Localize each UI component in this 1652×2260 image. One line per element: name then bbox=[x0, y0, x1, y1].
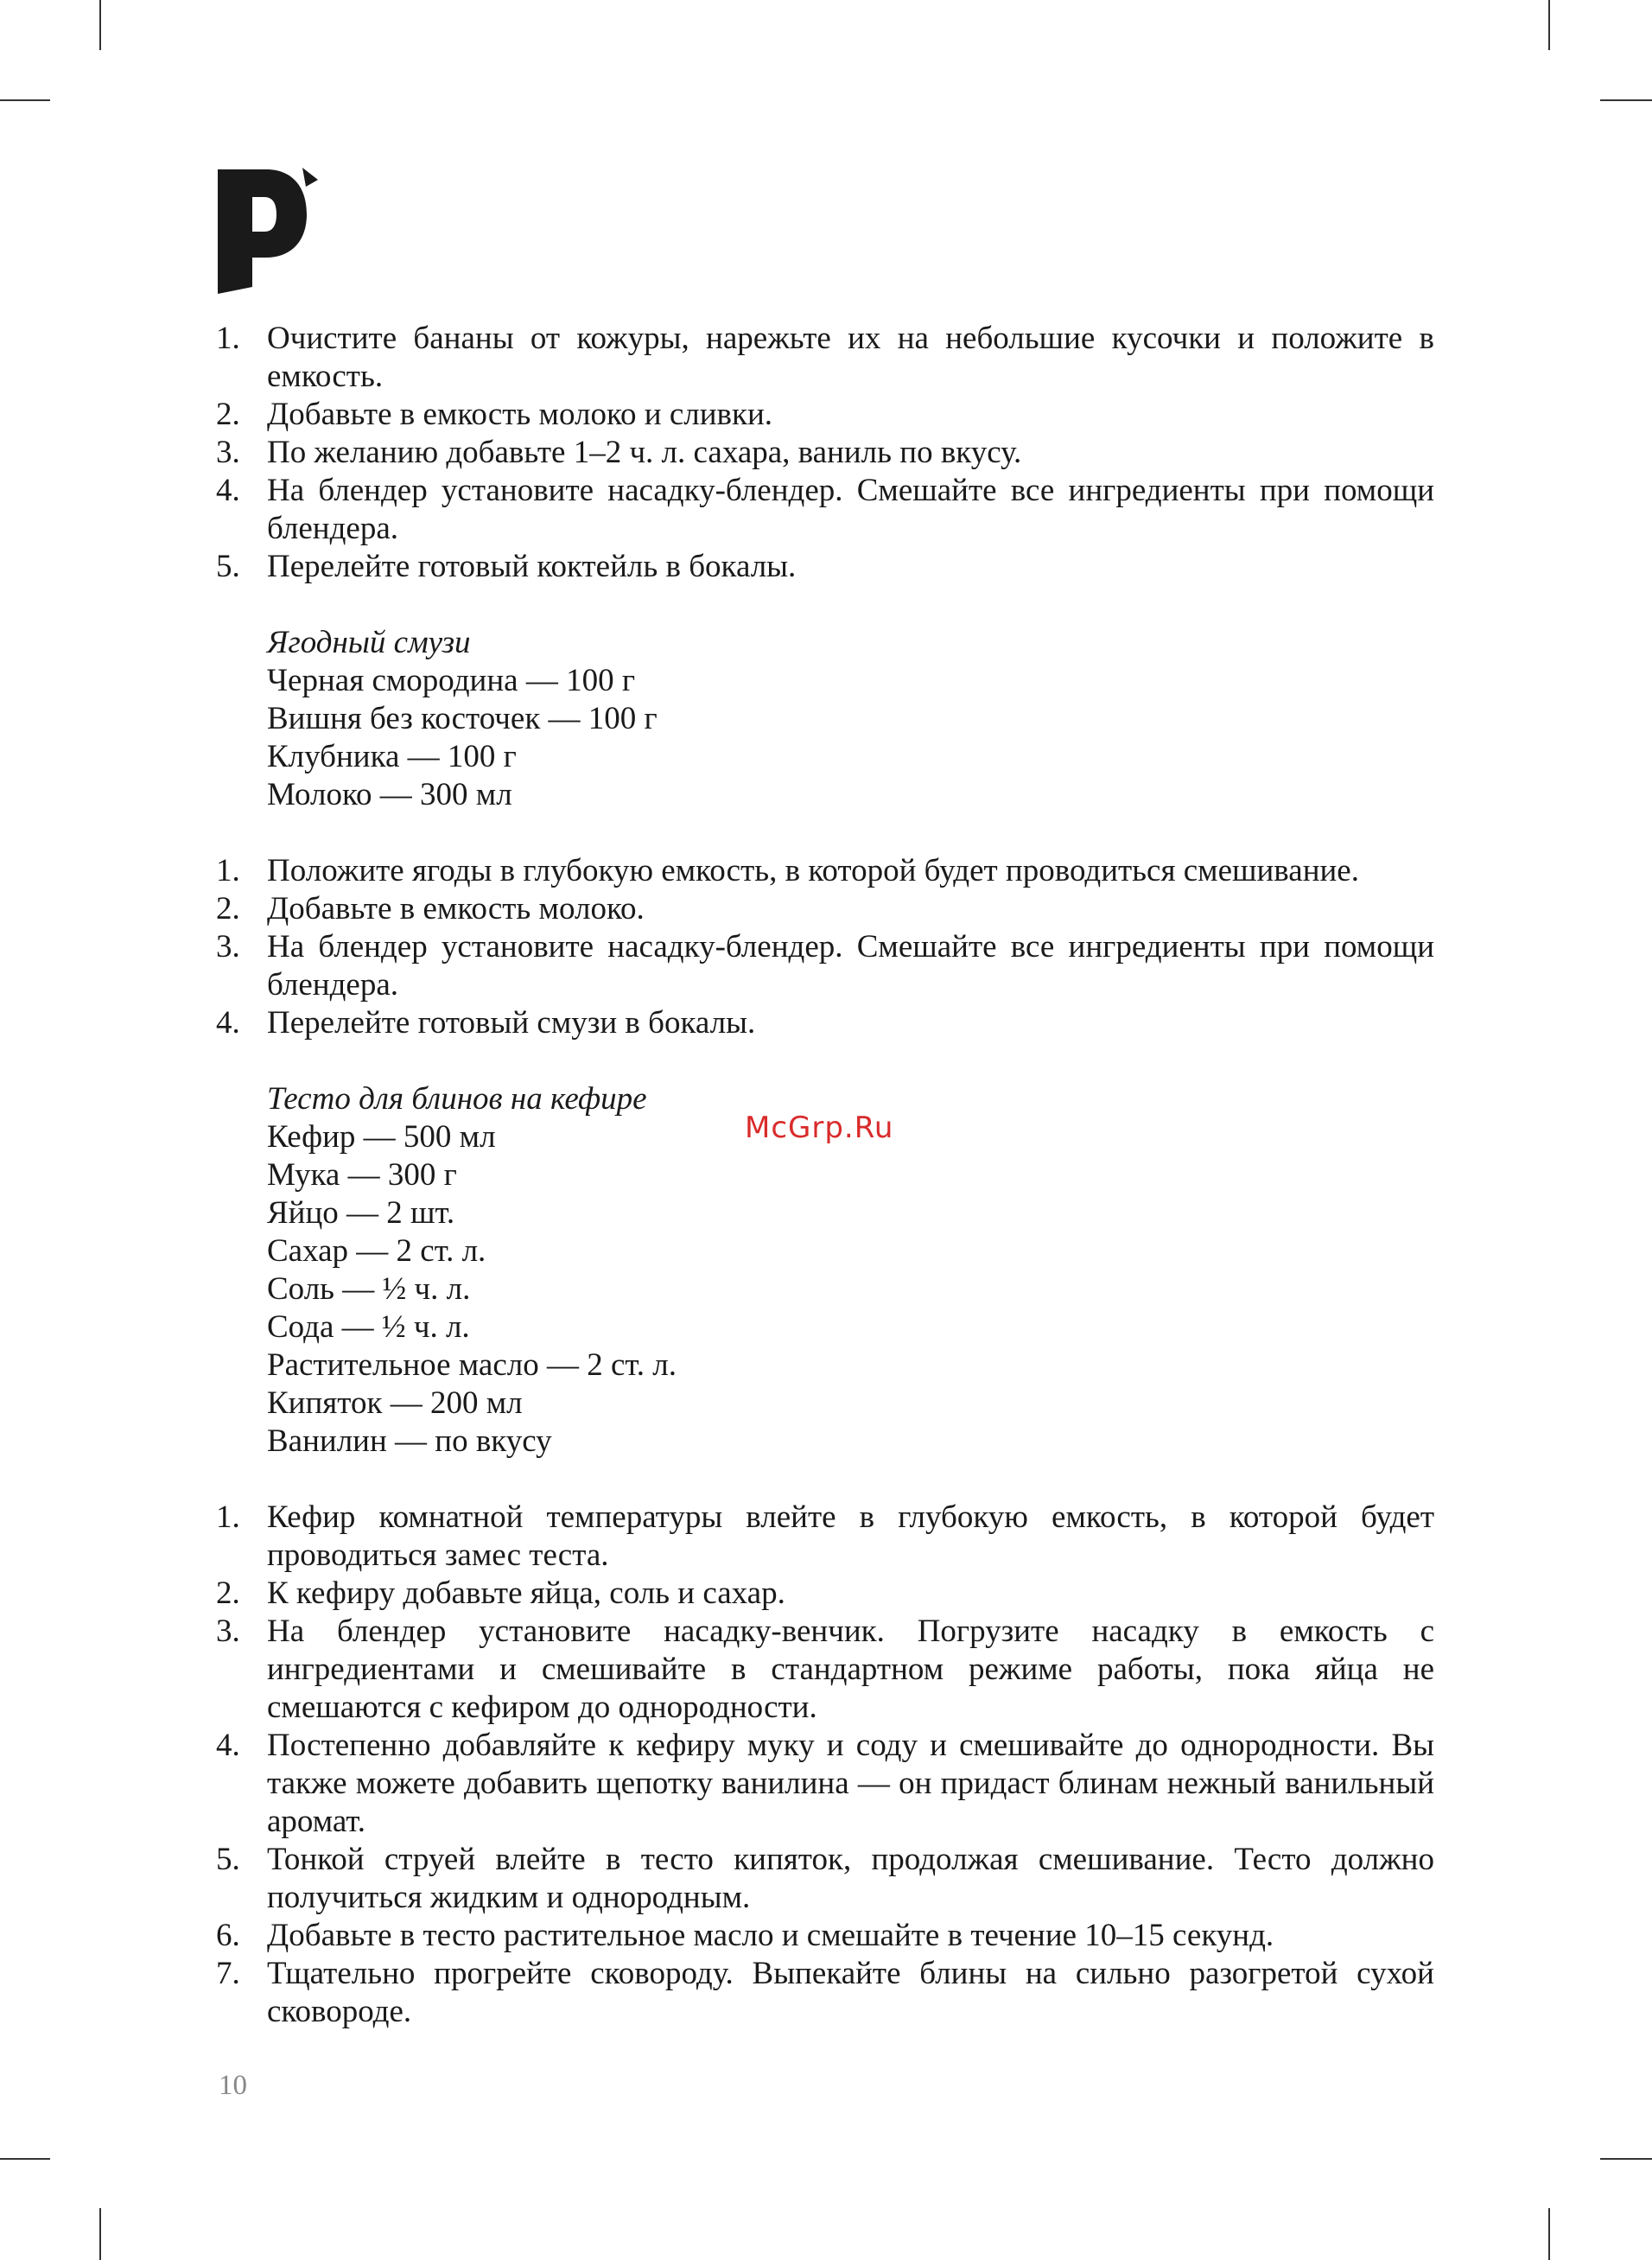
list-item: 1. Положите ягоды в глубокую емкость, в которой будет проводиться смешивание. bbox=[216, 853, 1359, 888]
ingredient: Яйцо — 2 шт. bbox=[267, 1195, 455, 1231]
list-item: 3. На блендер установите насадку-венчик. Погрузите насадку в емкость с ингредиентами и смешивайте в стандартном режиме работы, пока яйца не смешаются с кефиром до однородности. bbox=[216, 1614, 1434, 1725]
list-item: 2. К кефиру добавьте яйца, соль и сахар. bbox=[216, 1576, 785, 1611]
crop-mark bbox=[1600, 2158, 1652, 2160]
berry-smoothie-ingredients bbox=[267, 624, 1434, 814]
ingredient: Мука — 300 г bbox=[267, 1157, 457, 1193]
recipe-title: Ягодный смузи bbox=[267, 625, 471, 660]
ingredient: Сахар — 2 ст. л. bbox=[267, 1233, 486, 1269]
ingredient: Кефир — 500 мл bbox=[267, 1119, 496, 1155]
crop-mark bbox=[1548, 0, 1550, 50]
pancake-steps-list bbox=[216, 1499, 1434, 2031]
list-item: 3. По желанию добавьте 1–2 ч. л. сахара, ваниль по вкусу. bbox=[216, 435, 1022, 470]
list-item: 7. Тщательно прогрейте сковороду. Выпекайте блины на сильно разогретой сухой сковороде. bbox=[216, 1956, 1434, 2029]
list-item: 5. Тонкой струей влейте в тесто кипяток, продолжая смешивание. Тесто должно получиться жидким и однородным. bbox=[216, 1842, 1434, 1915]
ingredient: Соль — ½ ч. л. bbox=[267, 1271, 471, 1307]
list-item: 4. Перелейте готовый смузи в бокалы. bbox=[216, 1005, 756, 1041]
ingredient: Растительное масло — 2 ст. л. bbox=[267, 1347, 677, 1383]
list-item: 4. На блендер установите насадку-блендер. Смешайте все ингредиенты при помощи блендера. bbox=[216, 473, 1434, 546]
brand-logo bbox=[216, 164, 320, 294]
page-number: 10 bbox=[219, 2070, 247, 2101]
list-item: 1. Очистите бананы от кожуры, нарежьте их на небольшие кусочки и положите в емкость. bbox=[216, 321, 1434, 394]
list-item: 6. Добавьте в тесто растительное масло и смешайте в течение 10–15 секунд. bbox=[216, 1918, 1274, 1953]
berry-smoothie-steps-list bbox=[216, 852, 1434, 1042]
crop-mark bbox=[99, 0, 101, 50]
recipe-title: Тесто для блинов на кефире bbox=[267, 1081, 647, 1117]
ingredient: Черная смородина — 100 г bbox=[267, 663, 636, 698]
list-item: 5. Перелейте готовый коктейль в бокалы. bbox=[216, 549, 797, 584]
list-item: 2. Добавьте в емкость молоко. bbox=[216, 891, 645, 926]
crop-mark bbox=[1548, 2208, 1550, 2260]
recipe-content bbox=[216, 320, 1434, 2031]
ingredient: Сода — ½ ч. л. bbox=[267, 1309, 470, 1345]
ingredient: Клубника — 100 г bbox=[267, 739, 517, 774]
ingredient: Кипяток — 200 мл bbox=[267, 1385, 523, 1421]
list-item: 3. На блендер установите насадку-блендер. Смешайте все ингредиенты при помощи блендера. bbox=[216, 929, 1434, 1003]
ingredient: Вишня без косточек — 100 г bbox=[267, 701, 658, 736]
ingredient: Молоко — 300 мл bbox=[267, 777, 512, 812]
ingredient: Ванилин — по вкусу bbox=[267, 1423, 552, 1459]
list-item: 4. Постепенно добавляйте к кефиру муку и соду и смешивайте до однородности. Вы также можете добавить щепотку ванилина — он придаст блинам нежный ванильный аромат. bbox=[216, 1728, 1434, 1839]
list-item: 2. Добавьте в емкость молоко и сливки. bbox=[216, 397, 773, 432]
crop-mark bbox=[0, 2158, 50, 2160]
watermark: McGrp.Ru bbox=[745, 1111, 894, 1145]
crop-mark bbox=[1600, 99, 1652, 101]
list-item: 1. Кефир комнатной температуры влейте в глубокую емкость, в которой будет проводиться замес теста. bbox=[216, 1499, 1434, 1573]
banana-steps-list bbox=[216, 320, 1434, 586]
crop-mark bbox=[0, 99, 50, 101]
crop-mark bbox=[99, 2208, 101, 2260]
